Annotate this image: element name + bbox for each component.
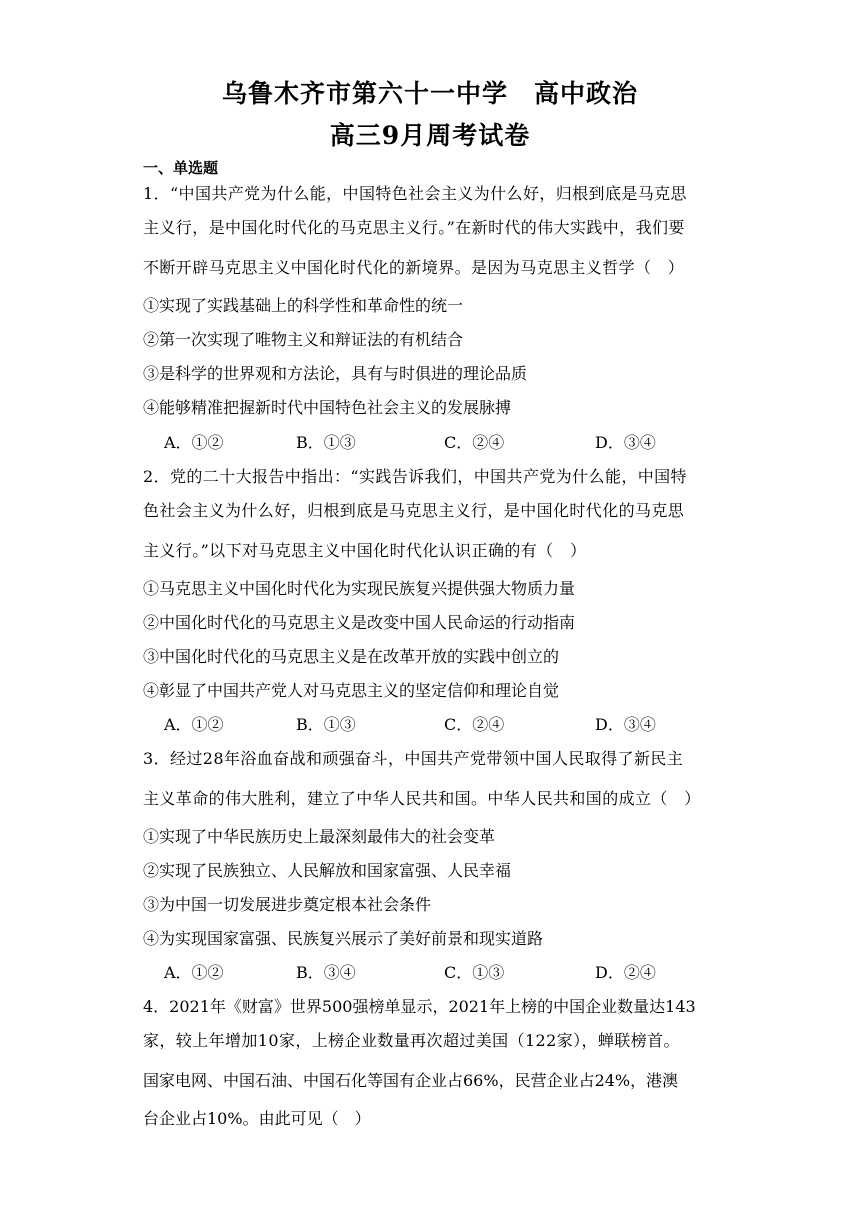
question-1-item: ③是科学的世界观和方法论，具有与时俱进的理论品质 — [143, 364, 528, 383]
question-1-option-b[interactable]: B．①③ — [296, 433, 356, 452]
question-3-item: ④为实现国家富强、民族复兴展示了美好前景和现实道路 — [143, 929, 544, 948]
question-2-option-b[interactable]: B．①③ — [296, 715, 356, 734]
question-4-stem-line: 国家电网、中国石油、中国石化等国有企业占66%，民营企业占24%，港澳 — [143, 1071, 679, 1090]
page-title: 乌鲁木齐市第六十一中学 高中政治 — [221, 79, 638, 108]
question-2-item: ②中国化时代化的马克思主义是改变中国人民命运的行动指南 — [143, 613, 576, 632]
question-1-item: ②第一次实现了唯物主义和辩证法的有机结合 — [143, 330, 464, 349]
question-4-stem-line: 4．2021年《财富》世界500强榜单显示，2021年上榜的中国企业数量达143 — [143, 997, 696, 1016]
question-3-option-c[interactable]: C．①③ — [444, 963, 505, 982]
question-2-item: ①马克思主义中国化时代化为实现民族复兴提供强大物质力量 — [143, 579, 576, 598]
question-1-stem-line: 不断开辟马克思主义中国化时代化的新境界。是因为马克思主义哲学（ ） — [143, 258, 685, 277]
question-1-item: ①实现了实践基础上的科学性和革命性的统一 — [143, 296, 464, 315]
question-1-option-c[interactable]: C．②④ — [444, 433, 505, 452]
question-3-stem-line: 主义革命的伟大胜利，建立了中华人民共和国。中华人民共和国的成立（ ） — [143, 789, 701, 808]
question-4-stem-line: 台企业占10%。由此可见（ ） — [143, 1109, 371, 1128]
question-2-stem-line: 主义行。”以下对马克思主义中国化时代化认识正确的有（ ） — [143, 541, 587, 560]
page-subtitle: 高三9月周考试卷 — [329, 121, 531, 150]
question-2-option-c[interactable]: C．②④ — [444, 715, 505, 734]
question-3-item: ①实现了中华民族历史上最深刻最伟大的社会变革 — [143, 827, 496, 846]
question-2-item: ③中国化时代化的马克思主义是在改革开放的实践中创立的 — [143, 647, 560, 666]
question-3-option-b[interactable]: B．③④ — [296, 963, 356, 982]
question-1-option-d[interactable]: D．③④ — [595, 433, 656, 452]
question-2-stem-line: 2．党的二十大报告中指出：“实践告诉我们，中国共产党为什么能，中国特 — [143, 467, 687, 486]
question-2-option-a[interactable]: A．①② — [164, 715, 224, 734]
question-3-item: ③为中国一切发展进步奠定根本社会条件 — [143, 895, 432, 914]
question-3-stem-line: 3．经过28年浴血奋战和顽强奋斗，中国共产党带领中国人民取得了新民主 — [143, 749, 684, 768]
question-2-stem-line: 色社会主义为什么好，归根到底是马克思主义行，是中国化时代化的马克思 — [143, 501, 685, 520]
question-2-option-d[interactable]: D．③④ — [595, 715, 656, 734]
question-1-item: ④能够精准把握新时代中国特色社会主义的发展脉搏 — [143, 398, 512, 417]
question-1-stem-line: 主义行，是中国化时代化的马克思主义行。”在新时代的伟大实践中，我们要 — [143, 218, 685, 237]
question-3-item: ②实现了民族独立、人民解放和国家富强、人民幸福 — [143, 861, 512, 880]
question-4-stem-line: 家，较上年增加10家，上榜企业数量再次超过美国（122家），蝉联榜首。 — [143, 1031, 680, 1050]
question-1-option-a[interactable]: A．①② — [164, 433, 224, 452]
question-3-option-d[interactable]: D．②④ — [595, 963, 656, 982]
question-3-option-a[interactable]: A．①② — [164, 963, 224, 982]
question-1-stem-line: 1．“中国共产党为什么能，中国特色社会主义为什么好，归根到底是马克思 — [143, 184, 687, 203]
section-heading: 一、单选题 — [143, 159, 219, 177]
question-2-item: ④彰显了中国共产党人对马克思主义的坚定信仰和理论自觉 — [143, 681, 560, 700]
